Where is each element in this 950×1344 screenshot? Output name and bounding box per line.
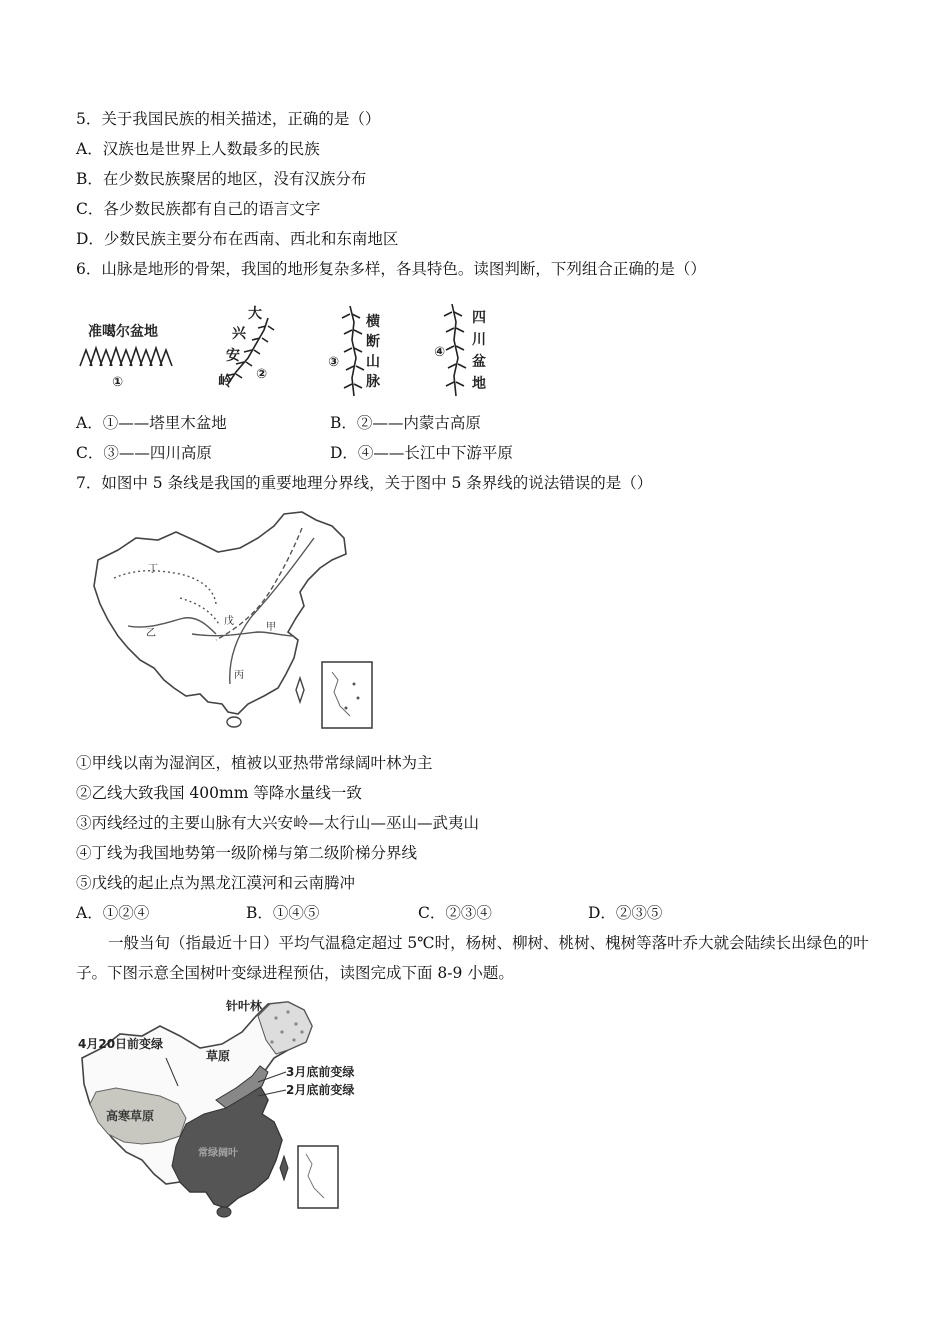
q5-option-b: B．在少数民族聚居的地区，没有汉族分布 xyxy=(76,170,367,188)
q7-statement-3: ③丙线经过的主要山脉有大兴安岭—太行山—巫山—武夷山 xyxy=(76,814,480,832)
q6-item4-num: ④ xyxy=(434,345,446,360)
q6-item1-num: ① xyxy=(112,375,124,390)
map2-label-evergreen: 常绿阔叶 xyxy=(198,1148,238,1159)
q6-item2-char4: 岭 xyxy=(218,374,232,390)
map2-label-conifer: 针叶林 xyxy=(226,999,263,1013)
q8-9-greening-map xyxy=(76,996,376,1220)
q6-option-a: A．①——塔里木盆地 xyxy=(76,414,227,432)
q7-statement-5: ⑤戊线的起止点为黑龙江漠河和云南腾冲 xyxy=(76,874,356,892)
q6-item2-char1: 大 xyxy=(248,306,262,322)
q5-option-a: A．汉族也是世界上人数最多的民族 xyxy=(76,140,320,158)
q6-item4-char4: 地 xyxy=(472,376,486,392)
q6-option-d: D．④——长江中下游平原 xyxy=(330,444,513,462)
q7-china-boundary-map xyxy=(88,508,388,736)
q7-option-c: C．②③④ xyxy=(418,904,492,922)
q7-option-d: D．②③⑤ xyxy=(588,904,663,922)
q6-stem: 6．山脉是地形的骨架，我国的地形复杂多样，各具特色。读图判断，下列组合正确的是（） xyxy=(76,260,706,278)
q6-item3-char1: 横 xyxy=(366,314,380,330)
q6-item3-char3: 山 xyxy=(366,354,380,370)
q6-item3-num: ③ xyxy=(328,355,340,370)
q6-item1-label: 准噶尔盆地 xyxy=(88,324,158,340)
q6-item4-char1: 四 xyxy=(472,310,486,326)
q6-item4-char3: 盆 xyxy=(472,354,486,370)
q6-item4-char2: 川 xyxy=(472,332,486,348)
q7-option-a: A．①②④ xyxy=(76,904,150,922)
q6-option-c: C．③——四川高原 xyxy=(76,444,212,462)
map2-label-grassland: 草原 xyxy=(206,1049,231,1063)
q6-item3-char2: 断 xyxy=(366,334,380,350)
q7-map-label-bing: 丙 xyxy=(234,670,244,681)
q6-terrain-figure xyxy=(76,300,516,404)
q7-map-label-jia: 甲 xyxy=(266,622,276,633)
q7-stem: 7．如图中 5 条线是我国的重要地理分界线，关于图中 5 条界线的说法错误的是（） xyxy=(76,474,653,492)
q7-statement-4: ④丁线为我国地势第一级阶梯与第二级阶梯分界线 xyxy=(76,844,418,862)
q7-statement-2: ②乙线大致我国 400mm 等降水量线一致 xyxy=(76,784,362,802)
q7-map-label-ding: 丁 xyxy=(148,564,158,575)
q6-item3-char4: 脉 xyxy=(366,374,380,390)
q5-stem: 5．关于我国民族的相关描述，正确的是（） xyxy=(76,110,381,128)
q5-option-c: C．各少数民族都有自己的语言文字 xyxy=(76,200,321,218)
q7-map-label-yi: 乙 xyxy=(146,628,156,639)
map2-label-alpine: 高寒草原 xyxy=(106,1109,155,1123)
q6-item2-char2: 兴 xyxy=(232,326,246,342)
q6-item2-char3: 安 xyxy=(226,348,240,364)
q8-9-passage: 一般当旬（指最近十日）平均气温稳定超过 5℃时，杨树、柳树、桃树、槐树等落叶乔大就会陆续长出绿色的叶子。下图示意全国树叶变绿进程预估，读图完成下面 8-9 小题。 xyxy=(76,934,869,982)
q7-statement-1: ①甲线以南为湿润区，植被以亚热带常绿阔叶林为主 xyxy=(76,754,433,772)
map2-label-feb: 2月底前变绿 xyxy=(286,1083,355,1097)
q6-option-b: B．②——内蒙古高原 xyxy=(330,414,481,432)
q5-option-d: D．少数民族主要分布在西南、西北和东南地区 xyxy=(76,230,399,248)
map2-label-march: 3月底前变绿 xyxy=(286,1065,355,1079)
q6-item2-num: ② xyxy=(256,367,268,382)
q7-map-label-wu: 戊 xyxy=(224,616,234,627)
map2-label-april: 4月20日前变绿 xyxy=(78,1037,164,1051)
q7-option-b: B．①④⑤ xyxy=(246,904,320,922)
